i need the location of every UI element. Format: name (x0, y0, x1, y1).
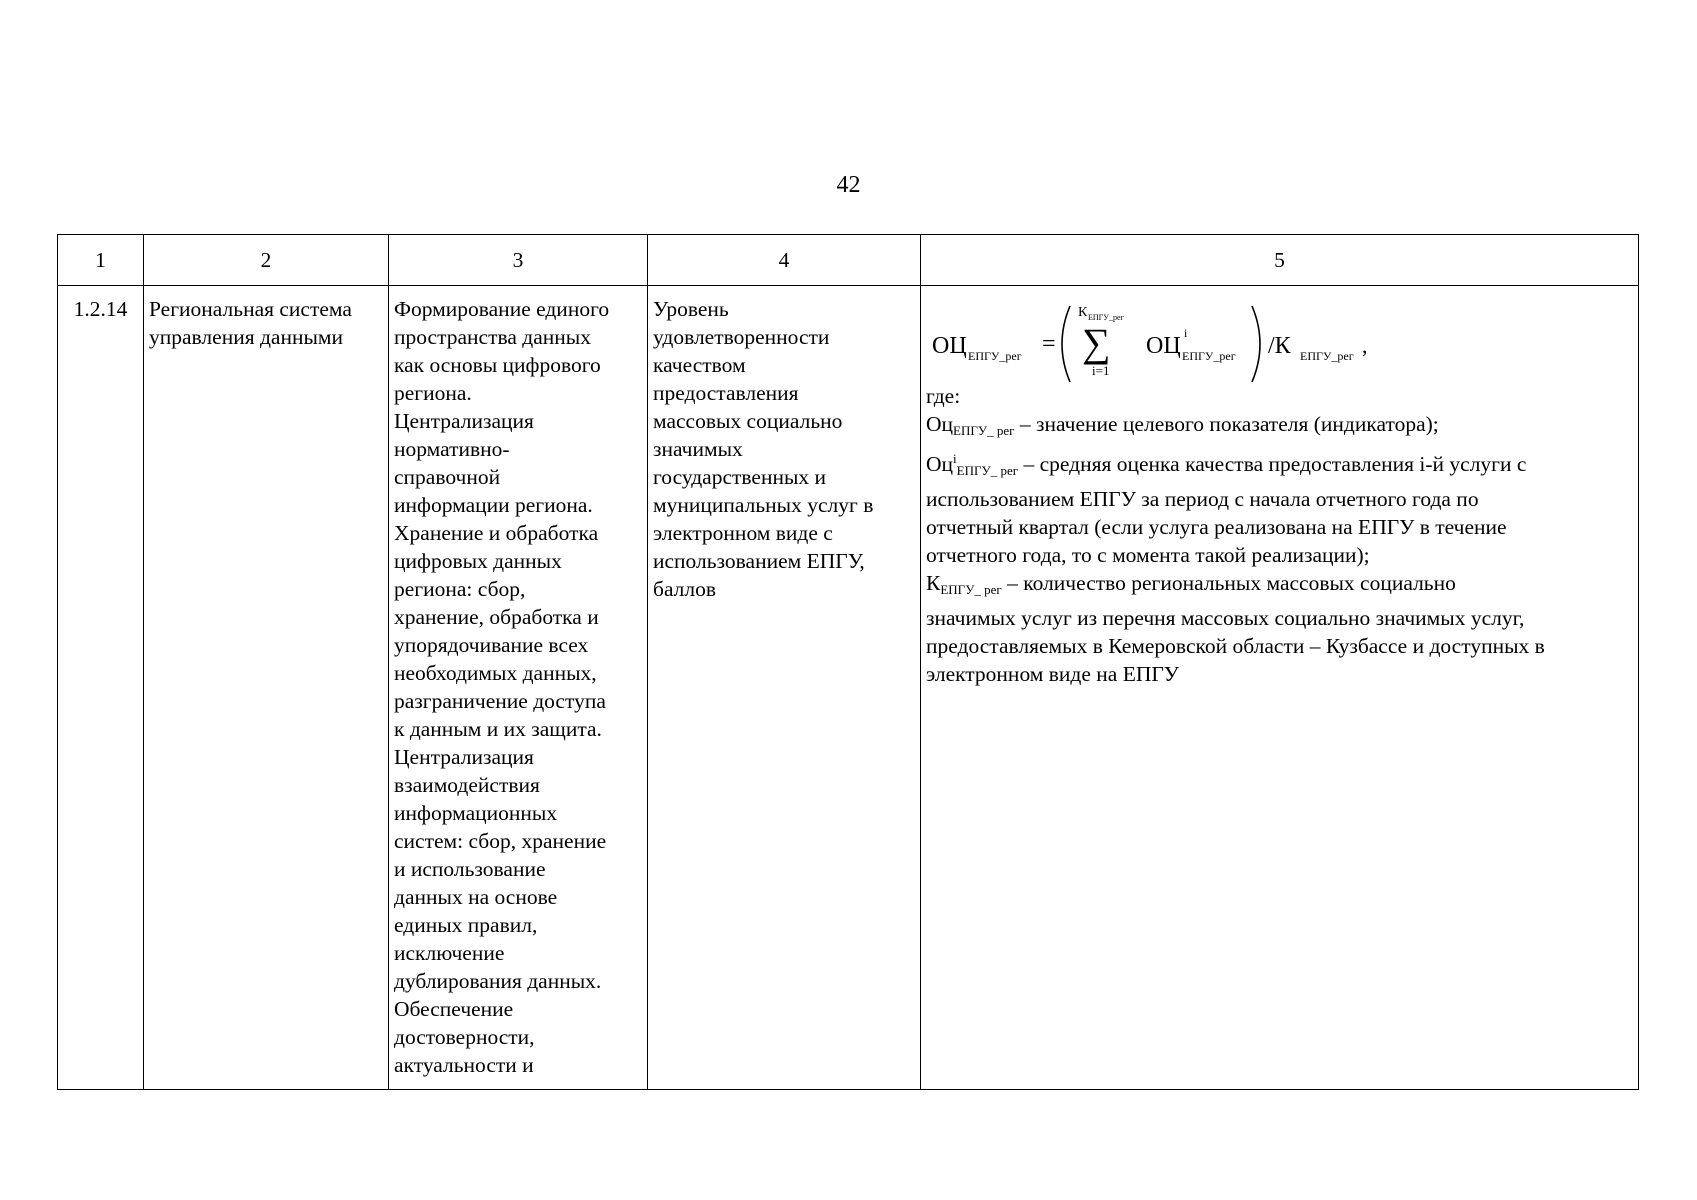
description-line: исключение (394, 941, 505, 965)
sum-lower-limit: i=1 (1092, 363, 1110, 378)
indicator-table (57, 234, 1639, 1090)
description-line: региона. (394, 381, 472, 405)
table-header-row (58, 235, 1639, 286)
description-cell (389, 286, 648, 1090)
definition-3-subscript: ЕПГУ_ рег (940, 582, 1002, 597)
indicator-line: электронном виде с (653, 521, 833, 545)
definition-1-subscript: ЕПГУ_ рег (953, 423, 1015, 438)
description-line: взаимодействия (394, 773, 540, 797)
description-line: упорядочивание всех (394, 633, 589, 657)
page-number: 42 (836, 172, 861, 198)
description-line: и использование (394, 857, 546, 881)
formula-divisor-sub: ЕПГУ_рег (1300, 349, 1354, 363)
definition-2-subscript: ЕПГУ_ рег (956, 463, 1019, 478)
description-line: единых правил, (394, 913, 538, 937)
description-line: Централизация (394, 745, 534, 769)
table-row (58, 286, 1639, 1090)
description-line: информации региона. (394, 493, 593, 517)
formula-term-sup: i (1184, 326, 1188, 340)
description-line: достоверности, (394, 1025, 535, 1049)
description-line: хранение, обработка и (394, 605, 599, 629)
description-line: как основы цифрового (394, 353, 601, 377)
definition-3-line-2: предоставляемых в Кемеровской области – Кузбассе и доступных в (926, 634, 1545, 658)
left-paren (1062, 306, 1070, 382)
indicator-line: предоставления (653, 381, 799, 405)
formula-term: ОЦ (1146, 333, 1181, 359)
definition-3 (926, 569, 1633, 604)
definition-2-superscript: i (953, 451, 957, 466)
description-line: Формирование единого (394, 297, 610, 321)
indicator-line: Уровень (653, 297, 729, 321)
row-number: 1.2.14 (73, 297, 128, 321)
description-line: данных на основе (394, 885, 558, 909)
definition-1-text: – значение целевого показателя (индикатора); (1014, 412, 1439, 436)
description-line: разграничение доступа (394, 689, 606, 713)
description-line: нормативно- (394, 437, 510, 461)
definition-2-line-3: отчетного года, то с момента такой реализации); (926, 543, 1370, 567)
description-line: систем: сбор, хранение (394, 829, 607, 853)
calculation-cell (921, 286, 1639, 1090)
description-line: дублирования данных. (394, 969, 602, 993)
indicator-line: муниципальных услуг в (653, 493, 874, 517)
right-paren (1252, 306, 1260, 382)
description-line: Обеспечение (394, 997, 514, 1021)
description-line: пространства данных (394, 325, 591, 349)
description-line: информационных (394, 801, 558, 825)
sum-upper-limit-sub: ЕПГУ_рег (1088, 313, 1124, 322)
description-line: цифровых данных (394, 549, 562, 573)
row-number-cell (58, 286, 144, 1090)
sum-sign: ∑ (1082, 320, 1111, 365)
column-header-4: 4 (648, 235, 921, 286)
column-header-2: 2 (144, 235, 389, 286)
description-line: Централизация (394, 409, 534, 433)
definition-2 (926, 445, 1633, 485)
formula-divisor: /К (1268, 333, 1291, 359)
definition-3-symbol: К (926, 571, 941, 595)
indicator-line: удовлетворенности (653, 325, 830, 349)
definition-2-line-2: отчетный квартал (если услуга реализована на ЕПГУ в течение (926, 515, 1507, 539)
indicator-line: государственных и (653, 465, 827, 489)
description-line: к данным и их защита. (394, 717, 602, 741)
column-header-5: 5 (921, 235, 1639, 286)
where-label: где: (926, 384, 961, 408)
definition-1 (926, 410, 1633, 445)
definition-2-line-1: использованием ЕПГУ за период с начала отчетного года по (926, 487, 1479, 511)
formula (926, 300, 1633, 382)
formula-comma: , (1362, 333, 1368, 358)
column-header-1: 1 (58, 235, 144, 286)
description-line: региона: сбор, (394, 577, 526, 601)
indicator-line: использованием ЕПГУ, (653, 549, 865, 573)
formula-graphic (932, 300, 1452, 390)
formula-lhs-sub: ЕПГУ_рег (968, 349, 1022, 363)
formula-lhs: ОЦ (932, 333, 967, 359)
definition-3-line-1: значимых услуг из перечня массовых социально значимых услуг, (926, 606, 1525, 630)
definition-1-symbol: Оц (926, 412, 954, 436)
description-line: необходимых данных, (394, 661, 597, 685)
indicator-line: массовых социально (653, 409, 843, 433)
system-name: Региональная система управления данными (149, 297, 352, 349)
formula-term-sub: ЕПГУ_рег (1182, 349, 1236, 363)
formula-eq: = (1042, 331, 1056, 357)
description-line: справочной (394, 465, 501, 489)
definition-2-symbol: Оц (926, 452, 954, 476)
description-text (394, 286, 642, 1079)
indicator-text (653, 286, 915, 603)
definition-3-text: – количество региональных массовых социально (1001, 571, 1456, 595)
indicator-cell (648, 286, 921, 1090)
indicator-line: качеством (653, 353, 746, 377)
indicator-line: баллов (653, 577, 717, 601)
system-name-cell (144, 286, 389, 1090)
sum-upper-limit: К (1078, 305, 1088, 320)
definition-3-line-3: электронном виде на ЕПГУ (926, 662, 1180, 686)
definition-2-text: – средняя оценка качества предоставления i-й услуги с (1018, 452, 1527, 476)
column-header-3: 3 (389, 235, 648, 286)
indicator-line: значимых (653, 437, 743, 461)
description-line: актуальности и (394, 1053, 534, 1077)
description-line: Хранение и обработка (394, 521, 599, 545)
